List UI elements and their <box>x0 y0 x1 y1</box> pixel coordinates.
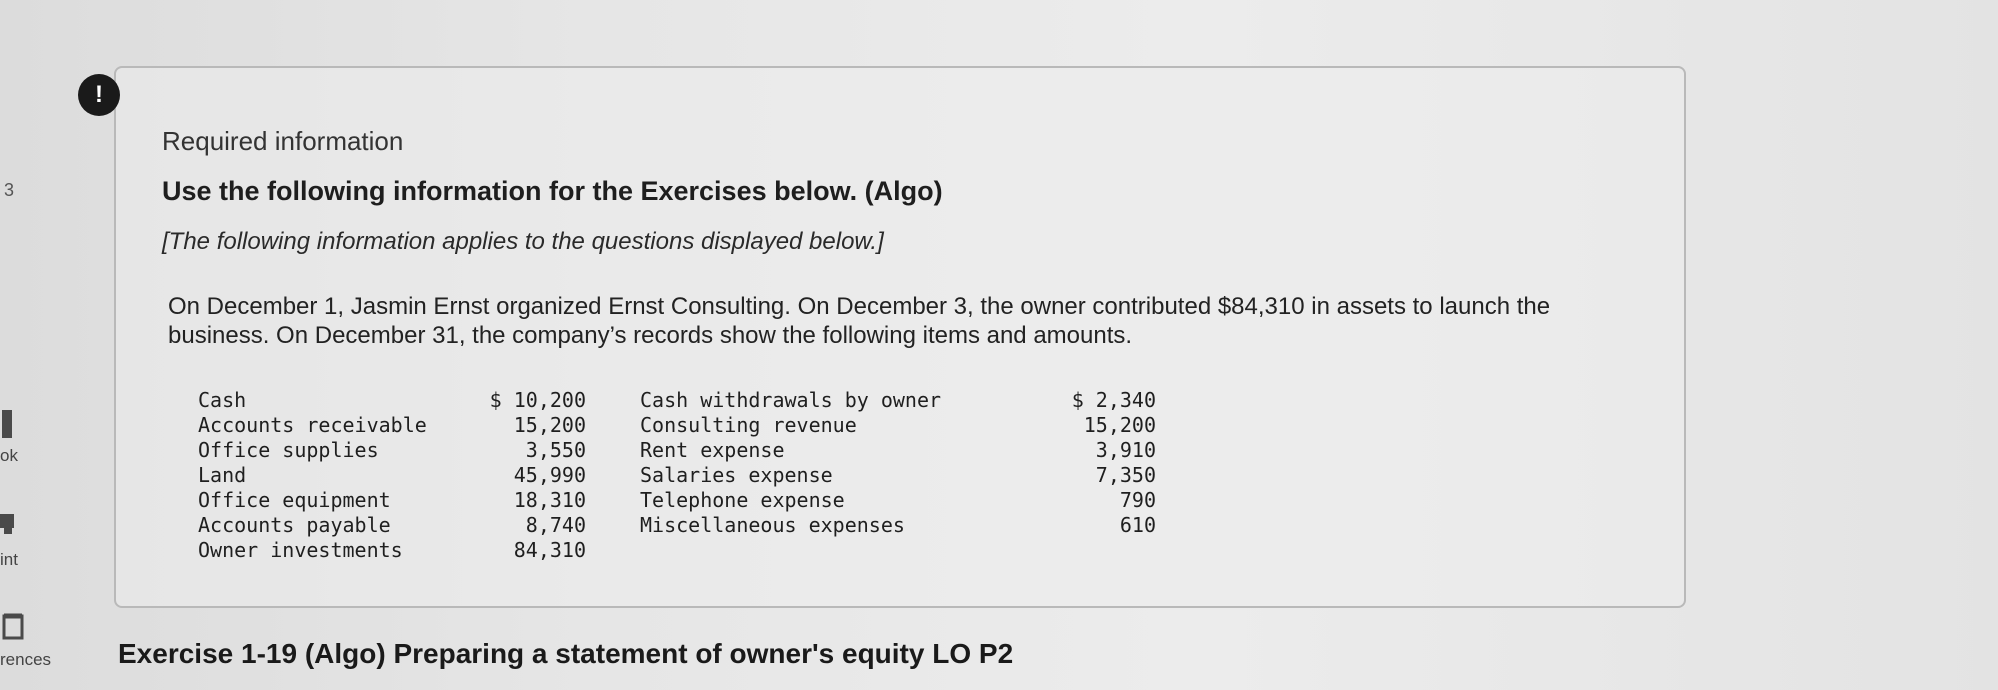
bookmark-icon <box>0 410 16 443</box>
account-amount: 15,200 <box>513 413 586 437</box>
account-amount: 15,200 <box>1083 413 1156 437</box>
rail-label-references: rences <box>0 650 52 669</box>
account-amount: 84,310 <box>513 538 586 562</box>
account-name: Telephone expense <box>640 488 845 512</box>
account-name: Cash withdrawals by owner <box>640 388 942 412</box>
rail-item-references[interactable] <box>0 612 72 672</box>
account-name: Office equipment <box>198 488 391 512</box>
panel-title: Use the following information for the Exercises below. (Algo) <box>162 176 943 206</box>
account-name: Salaries expense <box>640 463 833 487</box>
table-row <box>196 538 1156 563</box>
exercise-title: Exercise 1-19 (Algo) Preparing a statement of owner's equity LO P2 <box>118 638 1014 669</box>
left-rail <box>0 0 72 690</box>
alert-icon: ! <box>78 74 120 116</box>
table-row <box>196 463 1156 488</box>
account-name: Consulting revenue <box>640 413 857 437</box>
account-amount: 790 <box>1119 488 1156 512</box>
account-name: Accounts receivable <box>198 413 427 437</box>
account-amount: $ 10,200 <box>489 388 586 412</box>
account-amount: $ 2,340 <box>1071 388 1156 412</box>
question-number: 3 <box>4 180 15 200</box>
account-amount: 3,910 <box>1095 438 1156 462</box>
account-name: Accounts payable <box>198 513 391 537</box>
account-name: Rent expense <box>640 438 785 462</box>
account-amount: 610 <box>1119 513 1156 537</box>
table-row <box>196 388 1156 413</box>
rail-label-print: int <box>0 550 18 569</box>
rail-label-ebook: ok <box>0 446 18 465</box>
table-row <box>196 438 1156 463</box>
required-information-label: Required information <box>162 126 404 156</box>
account-amount: 45,990 <box>513 463 586 487</box>
scenario-paragraph: On December 1, Jasmin Ernst organized Ernst Consulting. On December 3, the owner contributed $84,310 in assets to launch the business. On December 31, the company’s records show the following items and amounts. <box>168 293 1551 349</box>
account-amount: 7,350 <box>1095 463 1156 487</box>
account-name: Owner investments <box>198 538 403 562</box>
account-name: Miscellaneous expenses <box>640 513 905 537</box>
account-amount: 18,310 <box>513 488 586 512</box>
rail-item-print[interactable] <box>0 512 72 572</box>
table-row <box>196 413 1156 438</box>
account-name: Office supplies <box>198 438 379 462</box>
applies-note: [The following information applies to the questions displayed below.] <box>162 228 884 255</box>
account-amount: 8,740 <box>525 513 586 537</box>
references-icon <box>0 612 28 647</box>
table-row <box>196 513 1156 538</box>
print-icon <box>0 512 20 541</box>
account-name: Land <box>198 463 247 487</box>
rail-item-ebook[interactable] <box>0 410 72 470</box>
account-amount: 3,550 <box>525 438 586 462</box>
table-row <box>196 488 1156 513</box>
account-name: Cash <box>198 388 247 412</box>
